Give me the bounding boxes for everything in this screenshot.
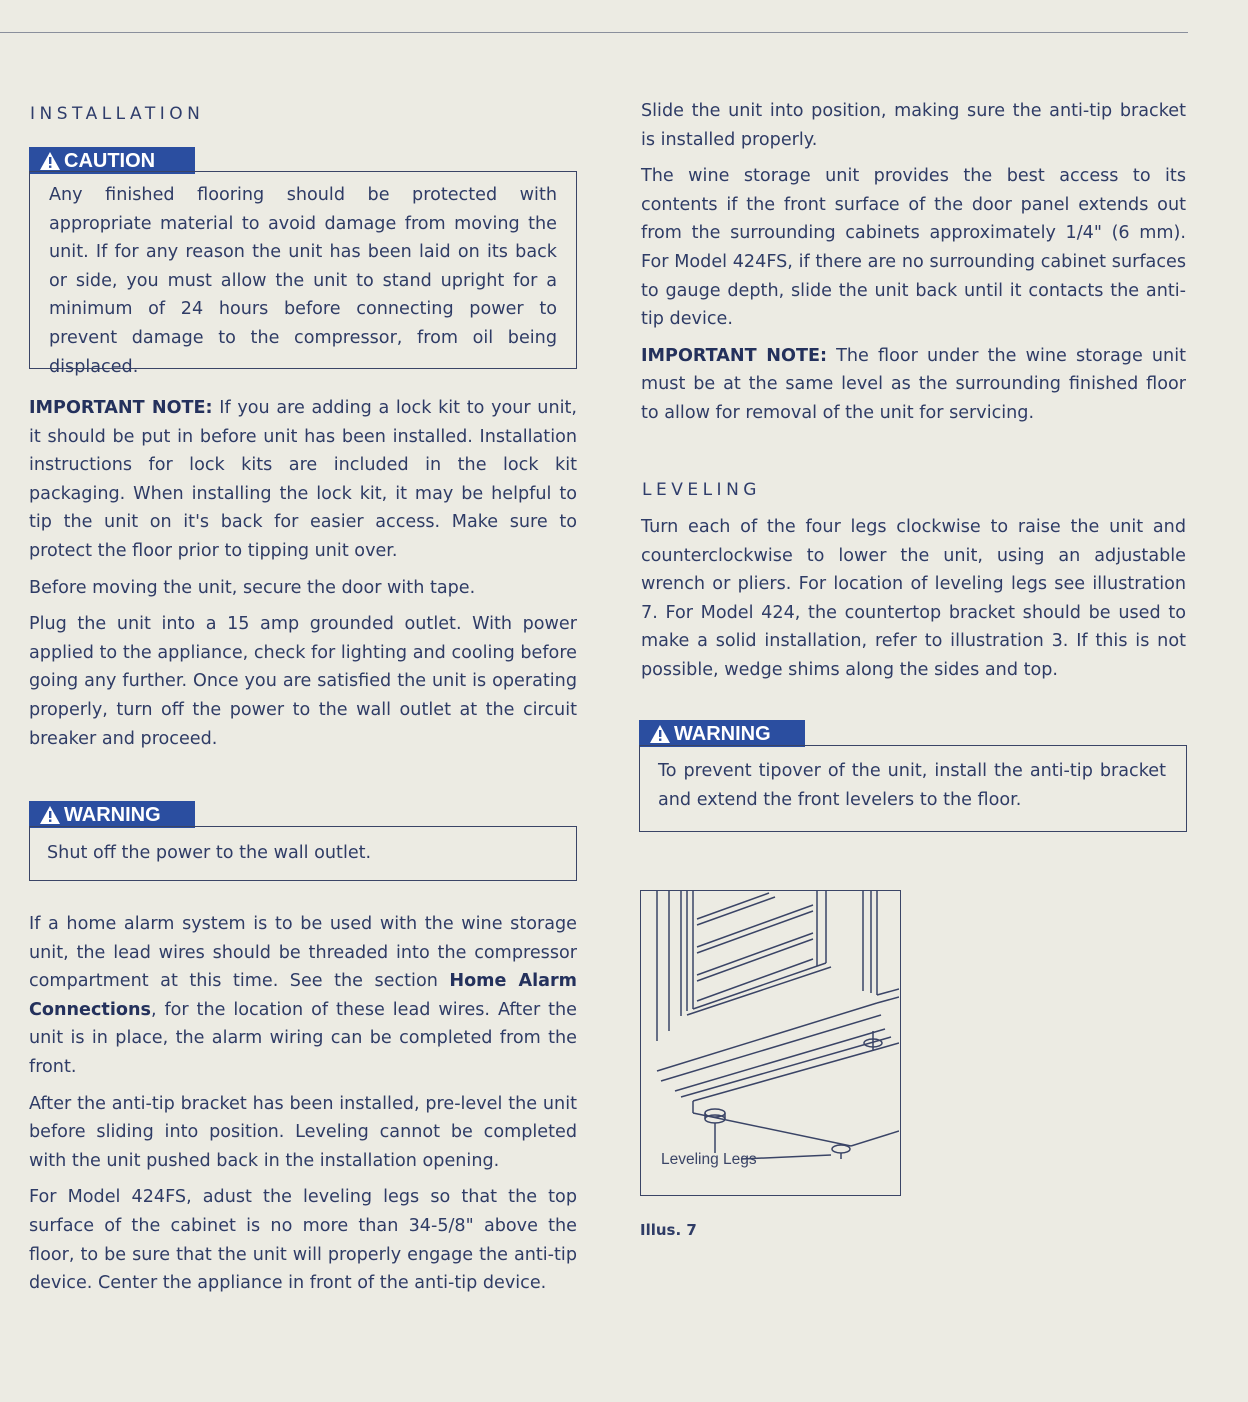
caution-label-text: CAUTION <box>64 149 156 172</box>
slide-paragraph: Slide the unit into position, making sure the anti-tip bracket is installed properly. <box>641 101 1186 150</box>
top-rule <box>0 32 1188 33</box>
plug-paragraph: Plug the unit into a 15 amp grounded outlet. With power applied to the appliance, check for lighting and cooling before going any further. Once you are satisfied the unit is operating properly, turn off the power to the wall outlet at the circuit breaker and proceed. <box>29 614 577 749</box>
caution-box <box>29 171 577 377</box>
warning-box-1 <box>29 826 577 881</box>
warning-label-2-text: WARNING <box>674 722 771 745</box>
warning-triangle-icon <box>649 724 671 744</box>
illustration-caption: Illus. 7 <box>640 1221 697 1239</box>
warning-1-text: Shut off the power to the wall outlet. <box>47 843 372 863</box>
alarm-text-after: , for the location of these lead wires. After the unit is in place, the alarm wiring can be completed from the front. <box>29 999 577 1077</box>
installation-heading: INSTALLATION <box>30 104 205 124</box>
tape-paragraph: Before moving the unit, secure the door with tape. <box>29 577 476 598</box>
leveling-legs-label: Leveling Legs <box>661 1151 757 1168</box>
warning-label-1 <box>29 801 195 828</box>
leveling-paragraph: Turn each of the four legs clockwise to raise the unit and counterclockwise to lower the unit, using an adjustable wrench or pliers. For location of leveling legs see illustration 7. For Model 424, the countertop bracket should be used to make a solid installation, refer to illustration 3. If this is not possible, wedge shims along the sides and top. <box>641 517 1186 680</box>
right-upper-block <box>641 97 1186 428</box>
leveling-block <box>641 513 1186 685</box>
important-note-1-lead: IMPORTANT NOTE: <box>29 398 213 418</box>
model-424fs-paragraph: For Model 424FS, adust the leveling legs so that the top surface of the cabinet is no more than 34-5/8" above the floor, to be sure that the unit will properly engage the anti-tip device. Center the appliance in front of the anti-tip device. <box>29 1187 577 1294</box>
important-note-2-text <box>641 342 1186 428</box>
leveling-legs-illustration <box>640 890 901 1196</box>
access-paragraph: The wine storage unit provides the best access to its contents if the front surface of the door panel extends out from the surrounding cabinets approximately 1/4" (6 mm). For Model 424FS, if there are no surrounding cabinet surfaces to gauge depth, slide the unit back until it contacts the anti-tip device. <box>641 166 1186 330</box>
antitip-paragraph: After the anti-tip bracket has been installed, pre-level the unit before sliding into position. Leveling cannot be completed with the unit pushed back in the installation opening. <box>29 1093 577 1171</box>
warning-label-2 <box>639 720 805 747</box>
warning-box-2 <box>639 745 1187 832</box>
alarm-section-link: Home Alarm Connections <box>29 971 577 1020</box>
important-note-2-lead: IMPORTANT NOTE: <box>641 345 828 366</box>
important-note-1-text <box>29 394 577 566</box>
caution-label <box>29 147 195 174</box>
warning-triangle-icon <box>39 805 61 825</box>
important-note-1-body: If you are adding a lock kit to your unit, it should be put in before unit has been installed. Installation instructions for lock kits are included in the lock kit packaging. When installing the lock kit, it may be helpful to tip the unit on it's back for easier access. Make sure to protect the floor prior to tipping unit over. <box>29 398 577 561</box>
leveling-heading: LEVELING <box>642 480 761 500</box>
warning-triangle-icon <box>39 151 61 171</box>
left-lower-block <box>29 910 577 1298</box>
cabinet-drawing <box>641 891 899 1194</box>
alarm-text-before: If a home alarm system is to be used with the wine storage unit, the lead wires should be threaded into the compressor compartment at this time. See the section <box>29 914 577 992</box>
alarm-paragraph <box>29 910 577 1082</box>
important-note-2-body: The floor under the wine storage unit must be at the same level as the surrounding finished floor to allow for removal of the unit for servicing. <box>641 345 1186 423</box>
caution-text: Any finished flooring should be protected with appropriate material to avoid damage from moving the unit. If for any reason the unit has been laid on its back or side, you must allow the unit to stand upright for a minimum of 24 hours before connecting power to prevent damage to the compressor, from oil being displaced. <box>49 185 557 377</box>
important-note-1 <box>29 394 577 753</box>
warning-2-text: To prevent tipover of the unit, install the anti-tip bracket and extend the front levelers to the floor. <box>658 761 1166 810</box>
warning-label-1-text: WARNING <box>64 803 161 826</box>
